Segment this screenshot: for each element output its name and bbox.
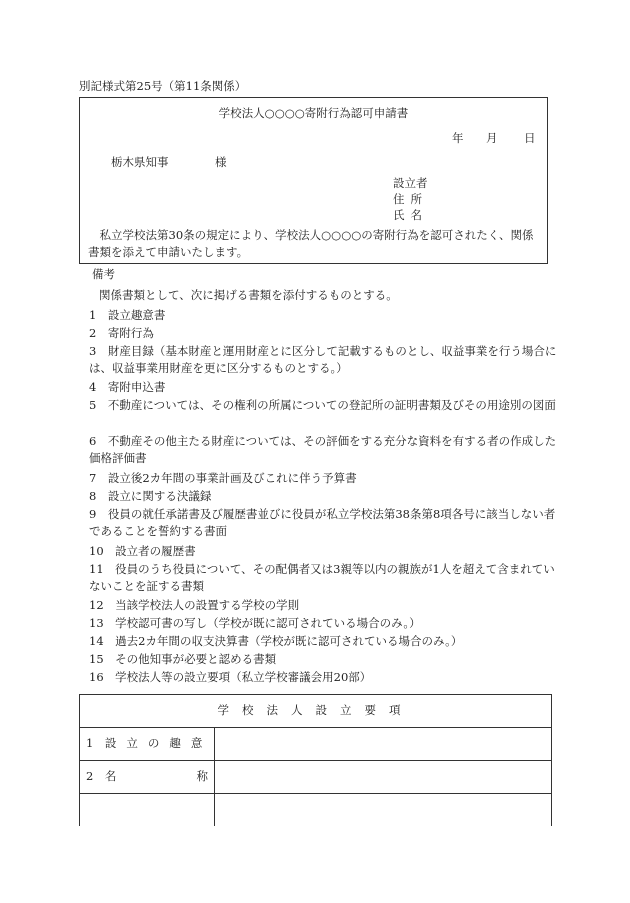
- outline-table-header: 学校法人設立要項: [80, 695, 552, 728]
- list-item: 14 過去2カ年間の収支決算書（学校が既に認可されている場合のみ。）: [89, 634, 463, 648]
- list-item: 13 学校認可書の写し（学校が既に認可されている場合のみ。）: [89, 616, 421, 630]
- list-item: 8 設立に関する決議録: [89, 489, 212, 503]
- list-item: 2 寄附行為: [89, 326, 154, 340]
- list-item: 3 財産目録（基本財産と運用財産とに区分して記載するものとし、収益事業を行う場合には、収益事業用財産を更に区分するものとする。）: [89, 344, 557, 375]
- outline-row-label: 2 名 称: [80, 761, 215, 794]
- outline-row-label: [80, 794, 215, 827]
- form-number: 別記様式第25号（第11条関係）: [79, 79, 247, 93]
- list-item: 4 寄附申込書: [89, 380, 166, 394]
- list-item: 16 学校法人等の設立要項（私立学校審議会用20部）: [89, 670, 372, 684]
- addressee: 栃木県知事: [111, 155, 169, 169]
- list-item: 5 不動産については、その権利の所属についての登記所の証明書類及びその用途別の図面: [89, 398, 556, 412]
- date-year-label: 年: [452, 131, 464, 145]
- outline-row-value: [215, 761, 552, 794]
- list-item: 7 設立後2カ年間の事業計画及びこれに伴う予算書: [89, 471, 357, 485]
- outline-row-value: [215, 728, 552, 761]
- addressee-honorific: 様: [215, 155, 227, 169]
- list-item: 15 その他知事が必要と認める書類: [89, 652, 277, 666]
- remarks-heading: 備考: [92, 267, 115, 281]
- date-month-label: 月: [486, 131, 498, 145]
- list-item: 12 当該学校法人の設置する学校の学則: [89, 598, 300, 612]
- list-item: 11 役員のうち役員について、その配偶者又は3親等以内の親族が1人を超えて含まれていないことを証する書類: [89, 562, 555, 593]
- application-body: 私立学校法第30条の規定により、学校法人○○○○の寄附行為を認可されたく、関係書類を添えて申請いたします。: [88, 228, 534, 259]
- application-body-text: [88, 227, 542, 261]
- application-title: 学校法人○○○○寄附行為認可申請書: [218, 106, 409, 120]
- application-form-box: [79, 97, 548, 264]
- remarks-intro: 関係書類として、次に掲げる書類を添付するものとする。: [99, 288, 398, 302]
- address-label: 住所: [393, 192, 428, 206]
- name-label: 氏名: [393, 208, 428, 222]
- outline-row-label: 1 設立の趣意: [80, 728, 215, 761]
- founder-label: 設立者: [393, 176, 428, 190]
- list-item: 10 設立者の履歴書: [89, 544, 196, 558]
- establishment-outline-table: [79, 694, 552, 826]
- outline-row-value: [215, 794, 552, 827]
- list-item: 6 不動産その他主たる財産については、その評価をする充分な資料を有する者の作成した価格評価書: [89, 434, 557, 465]
- list-item: 1 設立趣意書: [89, 308, 166, 322]
- list-item: 9 役員の就任承諾書及び履歴書並びに役員が私立学校法第38条第8項各号に該当しない者であることを誓約する書面: [89, 507, 556, 538]
- date-day-label: 日: [524, 131, 536, 145]
